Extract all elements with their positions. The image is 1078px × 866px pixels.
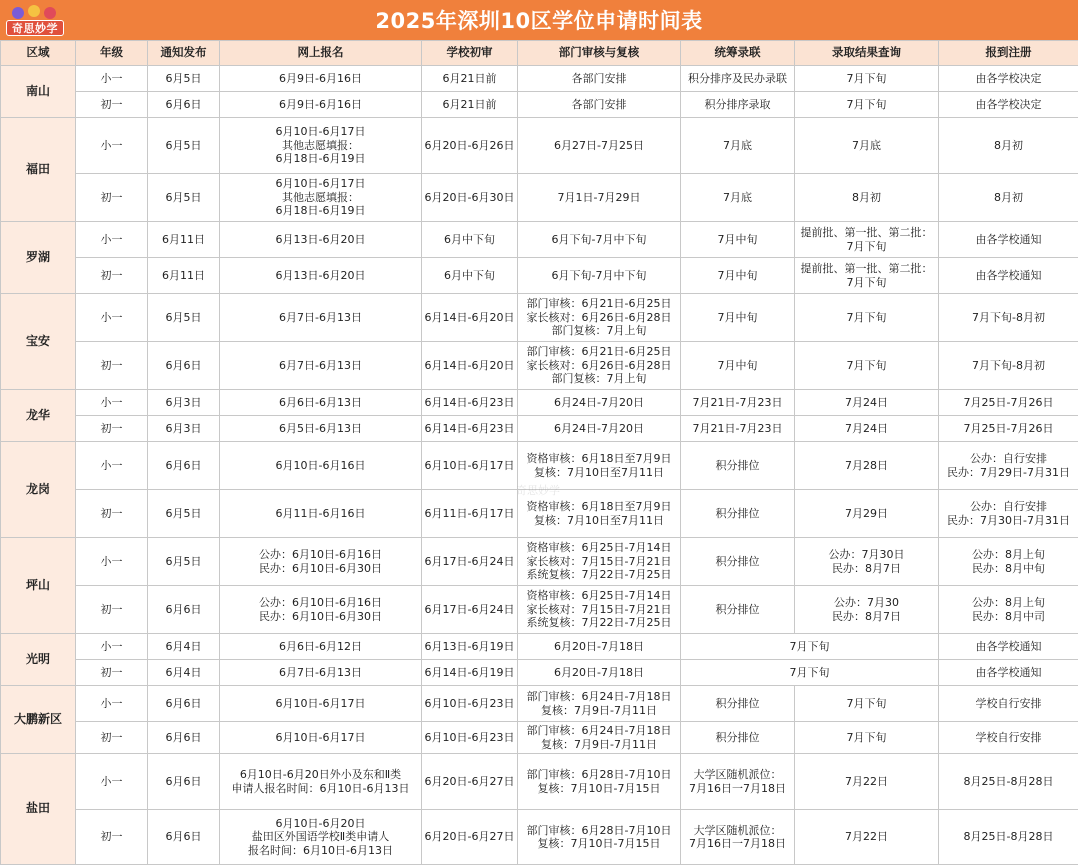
schedule-table [0,40,1078,865]
table-cell: 6月20日-7月18日 [518,660,681,686]
district-name: 坪山 [1,538,76,634]
table-cell: 6月13日-6月20日 [220,222,422,258]
district-name: 南山 [1,66,76,118]
table-cell: 公办：自行安排 民办：7月30日-7月31日 [939,490,1078,538]
page-title: 2025年深圳10区学位申请时间表 [375,9,703,33]
table-cell: 由各学校通知 [939,660,1078,686]
table-cell: 6月10日-6月17日 其他志愿填报： 6月18日-6月19日 [220,118,422,174]
table-cell: 6月13日-6月19日 [422,634,518,660]
table-cell: 部门审核：6月21日-6月25日 家长核对：6月26日-6月28日 部门复核：7月上旬 [518,294,681,342]
table-cell: 8月初 [939,174,1078,222]
table-cell: 6月11日 [148,258,220,294]
table-cell: 6月5日 [148,174,220,222]
grade-cell: 初一 [76,342,148,390]
table-cell: 6月20日-6月26日 [422,118,518,174]
table-row [1,66,1078,92]
table-cell: 7月21日-7月23日 [681,390,795,416]
table-cell: 6月6日 [148,342,220,390]
table-row [1,538,1078,586]
table-row [1,660,1078,686]
table-cell: 8月25日-8月28日 [939,810,1078,865]
table-cell: 积分排位 [681,538,795,586]
grade-cell: 小一 [76,66,148,92]
table-cell: 6月10日-6月23日 [422,722,518,754]
table-cell: 积分排位 [681,686,795,722]
table-cell: 6月17日-6月24日 [422,586,518,634]
table-cell: 资格审核：6月18日至7月9日 复核：7月10日至7月11日 [518,490,681,538]
table-row [1,722,1078,754]
table-cell: 7月29日 [795,490,939,538]
table-cell: 7月22日 [795,810,939,865]
table-cell: 资格审核：6月25日-7月14日 家长核对：7月15日-7月21日 系统复核：7月22日-7月25日 [518,538,681,586]
grade-cell: 小一 [76,222,148,258]
table-cell: 部门审核：6月24日-7月18日 复核：7月9日-7月11日 [518,686,681,722]
table-cell: 积分排序录取 [681,92,795,118]
table-cell: 由各学校通知 [939,222,1078,258]
table-cell: 7月25日-7月26日 [939,416,1078,442]
table-cell: 7月1日-7月29日 [518,174,681,222]
table-header-row [1,41,1078,66]
header-district: 区域 [1,41,76,66]
table-cell: 6月10日-6月20日外小及东和Ⅱ类 申请人报名时间：6月10日-6月13日 [220,754,422,810]
table-cell: 7月下旬 [795,722,939,754]
district-name: 罗湖 [1,222,76,294]
table-cell: 6月14日-6月19日 [422,660,518,686]
table-cell: 6月6日-6月12日 [220,634,422,660]
table-cell: 公办：自行安排 民办：7月29日-7月31日 [939,442,1078,490]
table-cell: 7月下旬-8月初 [939,342,1078,390]
grade-cell: 小一 [76,538,148,586]
table-row [1,442,1078,490]
table-cell: 7月下旬 [795,342,939,390]
table-cell: 6月9日-6月16日 [220,66,422,92]
table-cell: 7月21日-7月23日 [681,416,795,442]
table-cell: 6月5日 [148,66,220,92]
header-result-query: 录取结果查询 [795,41,939,66]
table-cell: 8月初 [939,118,1078,174]
table-cell: 8月25日-8月28日 [939,754,1078,810]
table-cell: 6月4日 [148,634,220,660]
table-cell: 提前批、第一批、第二批： 7月下旬 [795,258,939,294]
table-cell: 6月14日-6月23日 [422,416,518,442]
grade-cell: 初一 [76,258,148,294]
grade-cell: 小一 [76,390,148,416]
table-cell: 6月10日-6月16日 [220,442,422,490]
table-cell: 大学区随机派位： 7月16日一7月18日 [681,810,795,865]
table-cell: 6月3日 [148,416,220,442]
table-cell: 公办：7月30 民办：8月7日 [795,586,939,634]
table-cell: 6月6日 [148,442,220,490]
table-cell: 6月6日 [148,810,220,865]
grade-cell: 初一 [76,660,148,686]
table-row [1,586,1078,634]
table-row [1,222,1078,258]
grade-cell: 小一 [76,118,148,174]
table-cell: 积分排位 [681,586,795,634]
header-enrollment: 报到注册 [939,41,1078,66]
table-cell: 6月5日 [148,538,220,586]
table-row [1,92,1078,118]
table-cell: 7月下旬 [681,660,939,686]
grade-cell: 初一 [76,416,148,442]
table-cell: 6月中下旬 [422,258,518,294]
table-cell: 7月下旬 [681,634,939,660]
table-cell: 7月24日 [795,416,939,442]
table-cell: 各部门安排 [518,66,681,92]
table-cell: 6月21日前 [422,66,518,92]
table-cell: 6月24日-7月20日 [518,416,681,442]
table-cell: 6月4日 [148,660,220,686]
district-name: 龙华 [1,390,76,442]
table-cell: 积分排位 [681,490,795,538]
table-cell: 公办：6月10日-6月16日 民办：6月10日-6月30日 [220,538,422,586]
table-cell: 7月底 [795,118,939,174]
table-cell: 6月5日-6月13日 [220,416,422,442]
table-cell: 7月24日 [795,390,939,416]
table-cell: 资格审核：6月25日-7月14日 家长核对：7月15日-7月21日 系统复核：7月22日-7月25日 [518,586,681,634]
table-cell: 6月9日-6月16日 [220,92,422,118]
table-cell: 7月中旬 [681,222,795,258]
table-cell: 各部门安排 [518,92,681,118]
district-name: 福田 [1,118,76,222]
table-cell: 6月13日-6月20日 [220,258,422,294]
table-cell: 7月下旬 [795,294,939,342]
table-cell: 6月14日-6月20日 [422,342,518,390]
grade-cell: 初一 [76,490,148,538]
table-cell: 6月6日 [148,722,220,754]
watermark: 奇思妙学 [516,484,560,497]
table-cell: 6月7日-6月13日 [220,660,422,686]
table-cell: 6月10日-6月20日 盐田区外国语学校Ⅱ类申请人 报名时间：6月10日-6月13日 [220,810,422,865]
table-cell: 6月20日-7月18日 [518,634,681,660]
table-cell: 部门审核：6月28日-7月10日 复核：7月10日-7月15日 [518,754,681,810]
table-cell: 学校自行安排 [939,686,1078,722]
table-cell: 积分排序及民办录联 [681,66,795,92]
table-row [1,634,1078,660]
logo-badge-icon [10,4,60,20]
table-cell: 由各学校通知 [939,258,1078,294]
table-cell: 6月6日 [148,754,220,810]
table-cell: 6月20日-6月27日 [422,754,518,810]
table-cell: 6月7日-6月13日 [220,294,422,342]
table-cell: 资格审核：6月18日至7月9日 复核：7月10日至7月11日 [518,442,681,490]
table-cell: 6月6日 [148,686,220,722]
table-cell: 部门审核：6月28日-7月10日 复核：7月10日-7月15日 [518,810,681,865]
table-cell: 学校自行安排 [939,722,1078,754]
table-cell: 6月20日-6月27日 [422,810,518,865]
table-cell: 7月22日 [795,754,939,810]
table-cell: 大学区随机派位： 7月16日一7月18日 [681,754,795,810]
header-department-review: 部门审核与复核 [518,41,681,66]
district-name: 光明 [1,634,76,686]
grade-cell: 小一 [76,442,148,490]
table-cell: 6月10日-6月17日 其他志愿填报： 6月18日-6月19日 [220,174,422,222]
table-cell: 6月下旬-7月中下旬 [518,222,681,258]
table-cell: 6月24日-7月20日 [518,390,681,416]
table-cell: 6月3日 [148,390,220,416]
logo-text: 奇思妙学 [6,20,64,36]
table-row [1,416,1078,442]
table-cell: 7月底 [681,118,795,174]
table-cell: 6月17日-6月24日 [422,538,518,586]
table-cell: 6月10日-6月23日 [422,686,518,722]
table-cell: 6月10日-6月17日 [220,686,422,722]
district-name: 盐田 [1,754,76,865]
table-cell: 7月下旬-8月初 [939,294,1078,342]
table-cell: 7月下旬 [795,686,939,722]
table-row [1,686,1078,722]
table-cell: 公办：8月上旬 民办：8月中旬 [939,538,1078,586]
table-row [1,490,1078,538]
table-cell: 提前批、第一批、第二批： 7月下旬 [795,222,939,258]
table-cell: 公办：8月上旬 民办：8月中司 [939,586,1078,634]
grade-cell: 初一 [76,586,148,634]
table-row [1,390,1078,416]
table-cell: 7月28日 [795,442,939,490]
table-cell: 6月10日-6月17日 [220,722,422,754]
header-school-review: 学校初审 [422,41,518,66]
grade-cell: 初一 [76,92,148,118]
table-cell: 6月下旬-7月中下旬 [518,258,681,294]
table-row [1,294,1078,342]
table-cell: 7月25日-7月26日 [939,390,1078,416]
table-cell: 6月中下旬 [422,222,518,258]
table-row [1,258,1078,294]
district-name: 大鹏新区 [1,686,76,754]
grade-cell: 初一 [76,722,148,754]
grade-cell: 小一 [76,686,148,722]
table-cell: 6月21日前 [422,92,518,118]
table-cell: 7月底 [681,174,795,222]
table-cell: 6月6日 [148,586,220,634]
table-cell: 6月11日-6月16日 [220,490,422,538]
district-name: 龙岗 [1,442,76,538]
table-cell: 6月20日-6月30日 [422,174,518,222]
table-cell: 部门审核：6月24日-7月18日 复核：7月9日-7月11日 [518,722,681,754]
table-cell: 6月10日-6月17日 [422,442,518,490]
table-row [1,754,1078,810]
table-cell: 由各学校决定 [939,92,1078,118]
table-cell: 公办：7月30日 民办：8月7日 [795,538,939,586]
table-cell: 6月6日-6月13日 [220,390,422,416]
table-cell: 6月7日-6月13日 [220,342,422,390]
table-cell: 6月14日-6月23日 [422,390,518,416]
grade-cell: 小一 [76,294,148,342]
table-cell: 6月27日-7月25日 [518,118,681,174]
table-cell: 积分排位 [681,442,795,490]
table-cell: 由各学校决定 [939,66,1078,92]
logo [2,2,64,38]
header-coordination: 统筹录联 [681,41,795,66]
table-cell: 7月中旬 [681,258,795,294]
header-notice: 通知发布 [148,41,220,66]
page-title-bar [0,0,1078,40]
table-cell: 6月5日 [148,118,220,174]
table-cell: 7月下旬 [795,66,939,92]
table-cell: 8月初 [795,174,939,222]
table-cell: 公办：6月10日-6月16日 民办：6月10日-6月30日 [220,586,422,634]
table-cell: 6月11日 [148,222,220,258]
table-cell: 7月下旬 [795,92,939,118]
header-online-registration: 网上报名 [220,41,422,66]
table-cell: 6月6日 [148,92,220,118]
table-cell: 6月5日 [148,294,220,342]
table-cell: 6月5日 [148,490,220,538]
table-cell: 积分排位 [681,722,795,754]
table-row [1,810,1078,865]
table-cell: 由各学校通知 [939,634,1078,660]
table-cell: 7月中旬 [681,342,795,390]
table-row [1,342,1078,390]
grade-cell: 初一 [76,174,148,222]
table-row [1,174,1078,222]
grade-cell: 小一 [76,754,148,810]
grade-cell: 小一 [76,634,148,660]
header-grade: 年级 [76,41,148,66]
district-name: 宝安 [1,294,76,390]
table-cell: 部门审核：6月21日-6月25日 家长核对：6月26日-6月28日 部门复核：7月上旬 [518,342,681,390]
table-row [1,118,1078,174]
table-cell: 7月中旬 [681,294,795,342]
table-cell: 6月11日-6月17日 [422,490,518,538]
grade-cell: 初一 [76,810,148,865]
table-cell: 6月14日-6月20日 [422,294,518,342]
